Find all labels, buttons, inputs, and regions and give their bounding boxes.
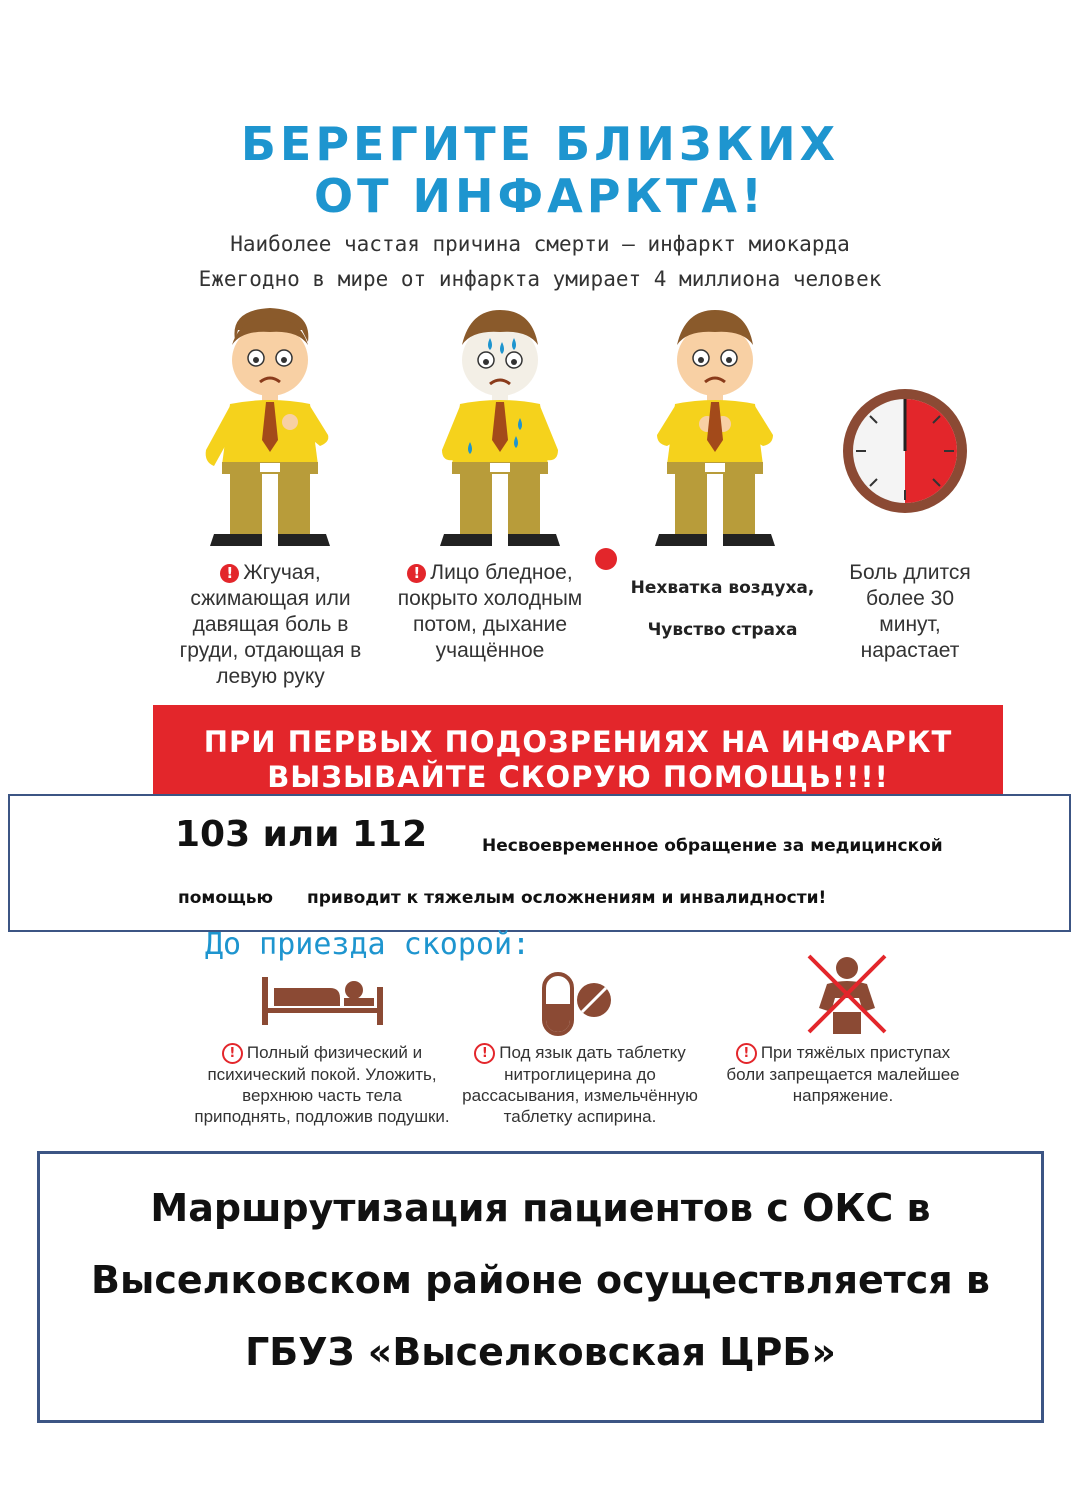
red-dot-icon [595,548,617,570]
routing-line-3: ГБУЗ «Выселковская ЦРБ» [245,1330,836,1374]
man-short-of-breath-figure [635,300,795,550]
symptom-breathlessness: Нехватка воздуха, Чувство страха [630,578,815,640]
warning-icon: ! [474,1043,495,1064]
title-line-1: БЕРЕГИТЕ БЛИЗКИХ [240,117,840,171]
emergency-numbers: 103 или 112 [175,814,428,855]
routing-line-2: Выселковском районе осуществляется в [91,1258,990,1302]
bed-rest-icon [260,972,385,1027]
advice-rest: ! Полный физический и психический покой. Уложить, верхнюю часть тела приподнять, подложив подушки. [194,1043,450,1127]
no-exertion-icon [805,952,890,1037]
man-chest-pain-figure [190,300,350,550]
advice-no-exertion: ! При тяжёлых приступах боли запрещается малейшее напряжение. [726,1043,960,1106]
routing-info-box [37,1151,1044,1423]
subtitle-line-1: Наиболее частая причина смерти – инфаркт миокарда [230,232,850,256]
routing-line-1: Маршрутизация пациентов с ОКС в [150,1186,931,1230]
warning-icon: ! [736,1043,757,1064]
warning-icon: ! [220,564,239,583]
warning-icon: ! [222,1043,243,1064]
warning-icon: ! [407,564,426,583]
man-sweating-figure [420,300,580,550]
stopwatch-icon [840,386,970,516]
emergency-note-part1: Несвоевременное обращение за медицинской [482,836,943,856]
symptom-pale-face: ! Лицо бледное, покрыто холодным потом, дыхание учащённое [397,561,583,662]
symptom-pain-duration: Боль длится более 30 минут, нарастает [849,561,971,662]
emergency-numbers-box [8,794,1071,932]
advice-nitroglycerin: ! Под язык дать таблетку нитроглицерина до рассасывания, измельчённую таблетку аспирина. [462,1043,698,1127]
title-line-2: ОТ ИНФАРКТА! [314,169,766,223]
page-title [0,118,1080,222]
subtitle-line-2: Ежегодно в мире от инфаркта умирает 4 миллиона человек [198,267,882,291]
call-ambulance-banner: ПРИ ПЕРВЫХ ПОДОЗРЕНИЯХ НА ИНФАРКТ ВЫЗЫВАЙТЕ СКОРУЮ ПОМОЩЬ!!!! [153,705,1003,795]
pills-icon [540,972,615,1037]
symptom-burning-pain: ! Жгучая, сжимающая или давящая боль в груди, отдающая в левую руку [179,561,362,688]
before-ambulance-heading: До приезда скорой: [205,927,531,962]
emergency-note-part2: помощью [178,888,274,908]
emergency-note-part3: приводит к тяжелым осложнениям и инвалидности! [307,888,827,908]
